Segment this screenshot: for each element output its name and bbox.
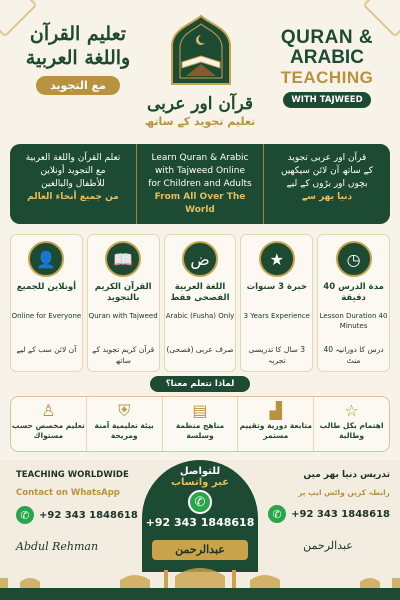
urdu-subtitle: تعلیم تجوید کے ساتھ — [144, 115, 256, 128]
why-item-text: مناهج منظمة وسلسة — [175, 421, 225, 440]
feature-urdu: قرآن کریم تجوید کے ساتھ — [92, 345, 155, 365]
phone-number[interactable]: +92 343 1848618 — [39, 509, 138, 521]
feature-english: Arabic (Fusha) Only — [165, 312, 235, 320]
phone-number[interactable]: +92 343 1848618 — [291, 508, 390, 520]
signature-urdu: عبدالرحمن — [303, 539, 353, 552]
feature-urdu: 3 سال کا تدریسی تجربہ — [248, 345, 306, 365]
banner-english-highlight: From All Over The World — [154, 192, 246, 215]
student-star-icon: ☆ — [344, 401, 359, 420]
arabic-title-line2: واللغة العربية — [25, 47, 131, 69]
arabic-tajweed-pill: مع التجويد — [36, 76, 120, 95]
whatsapp-icon[interactable]: ✆ — [188, 490, 212, 514]
teacher-name-pill: عبدالرحمن — [152, 540, 248, 560]
feature-english: 3 Years Experience — [243, 312, 310, 320]
feature-urdu: آن لائن سب کے لیے — [16, 345, 77, 354]
phone-number[interactable]: +92 343 1848618 — [145, 516, 255, 529]
feature-english: Quran with Tajweed — [88, 312, 158, 320]
banner-english-line: for Children and Adults — [148, 179, 252, 189]
feature-arabic: خبرة 3 سنوات — [246, 282, 307, 292]
teacher-icon: ♙ — [41, 401, 56, 420]
english-tajweed-pill: WITH TAJWEED — [283, 92, 370, 108]
english-title-line2: ARABIC — [290, 47, 364, 68]
teaching-worldwide-urdu: تدریس دنیا بھر میں — [303, 470, 390, 480]
progress-chart-icon: ▟ — [269, 401, 282, 420]
intro-banner — [10, 144, 390, 224]
arabic-letter-icon: ض — [182, 241, 218, 277]
feature-card-duration — [317, 234, 390, 372]
contact-english — [16, 470, 146, 553]
banner-urdu-line: کے ساتھ آن لائن سیکھیں — [280, 166, 374, 176]
open-book-icon: ▤ — [192, 401, 208, 420]
signature-english: Abdul Rehman — [16, 540, 99, 553]
english-title-line1: QURAN & — [280, 27, 374, 48]
header-arabic — [14, 22, 142, 95]
banner-english-line: with Tajweed Online — [154, 166, 246, 176]
feature-arabic: اللغة العربية الفصحى فقط — [170, 282, 230, 303]
contact-whatsapp-urdu: رابطہ کریں واٹس ایپ پر — [298, 488, 390, 497]
mosque-skyline — [0, 566, 400, 600]
shield-check-icon: ⛨ — [118, 401, 131, 420]
teaching-worldwide-label: TEACHING WORLDWIDE — [16, 470, 129, 480]
why-item-text: تعليم مخصص حسب مستواك — [11, 421, 85, 440]
why-item — [86, 397, 162, 451]
feature-card-arabic — [164, 234, 237, 372]
award-badge-icon: ★ — [259, 241, 295, 277]
banner-english — [136, 144, 263, 224]
arabic-title-line1: تعليم القرآن — [29, 23, 127, 45]
banner-urdu-line: قرآن اور عربی تجوید — [287, 153, 367, 163]
whatsapp-icon: ✆ — [268, 505, 286, 523]
clock-icon: ◷ — [336, 241, 372, 277]
quran-book-icon: 📖 — [105, 241, 141, 277]
urdu-title: قرآن اور عربی — [146, 94, 254, 114]
why-section — [10, 396, 390, 452]
banner-urdu — [263, 144, 390, 224]
why-item-text: بيئة تعليمية آمنة ومريحة — [94, 421, 154, 440]
english-title-line3: TEACHING — [280, 68, 374, 87]
why-item-text: متابعة دورية وتقييم مستمر — [239, 421, 312, 440]
feature-urdu: صرف عربی (فصحی) — [166, 345, 234, 354]
quran-emblem — [162, 14, 240, 86]
feature-english: Online for Everyone — [11, 312, 82, 320]
phone-link[interactable] — [16, 506, 146, 524]
banner-english-line: Learn Quran & Arabic — [151, 153, 249, 163]
feature-urdu: درس کا دورانیہ 40 منٹ — [323, 345, 384, 365]
header-urdu — [100, 94, 300, 128]
feature-cards — [10, 234, 390, 372]
contact-whatsapp-label: Contact on WhatsApp — [16, 488, 120, 498]
teacher-screen-icon: 👤 — [28, 241, 64, 277]
banner-arabic-line: للأطفال والبالغين — [41, 179, 105, 189]
feature-card-quran — [87, 234, 160, 372]
why-section-title: لماذا تتعلم معنا؟ — [150, 376, 250, 392]
contact-arabic-line1: للتواصل — [179, 466, 221, 477]
why-item-text: اهتمام بكل طالب وطالبة — [319, 421, 384, 440]
feature-card-experience — [240, 234, 313, 372]
banner-urdu-highlight: دنیا بھر سے — [301, 192, 353, 202]
contact-arabic-line2: عبر واتساب — [171, 477, 229, 488]
banner-arabic — [10, 144, 136, 224]
feature-arabic: مدة الدرس 40 دقيقة — [323, 282, 384, 303]
feature-english: Lesson Duration 40 Minutes — [319, 312, 388, 330]
why-item — [237, 397, 313, 451]
feature-arabic: أونلاين للجميع — [16, 282, 77, 292]
banner-urdu-line: بچوں اور بڑوں کے لیے — [286, 179, 368, 189]
feature-card-online — [10, 234, 83, 372]
why-item — [162, 397, 238, 451]
why-item — [313, 397, 389, 451]
banner-arabic-highlight: من جميع أنحاء العالم — [27, 192, 119, 202]
banner-arabic-line: تعلم القرآن واللغة العربية — [25, 153, 121, 163]
banner-arabic-line: مع التجويد أونلاين — [40, 166, 106, 176]
quran-stand-icon — [162, 14, 240, 86]
why-item — [11, 397, 86, 451]
contact-urdu — [266, 470, 390, 552]
phone-link[interactable] — [266, 505, 390, 523]
whatsapp-icon: ✆ — [16, 506, 34, 524]
feature-arabic: القرآن الكريم بالتجويد — [94, 282, 152, 303]
